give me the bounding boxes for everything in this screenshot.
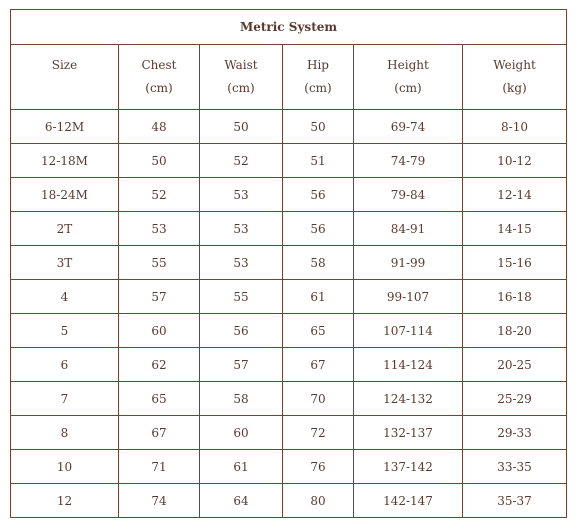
table-cell-weight: 25-29 (463, 382, 567, 416)
table-cell-hip: 50 (283, 110, 354, 144)
table-cell-weight: 8-10 (463, 110, 567, 144)
table-cell-height: 84-91 (354, 212, 463, 246)
table-cell-weight: 12-14 (463, 178, 567, 212)
column-header-label: Height (387, 58, 429, 72)
table-cell-chest: 48 (119, 110, 200, 144)
table-cell-chest: 65 (119, 382, 200, 416)
table-cell-waist: 53 (200, 212, 283, 246)
table-cell-height: 69-74 (354, 110, 463, 144)
table-cell-hip: 56 (283, 212, 354, 246)
table-body (11, 110, 567, 518)
table-cell-size: 4 (11, 280, 119, 314)
table-row (11, 450, 567, 484)
table-cell-hip: 80 (283, 484, 354, 518)
table-cell-height: 142-147 (354, 484, 463, 518)
table-row (11, 246, 567, 280)
table-cell-hip: 76 (283, 450, 354, 484)
column-header-label: Weight (493, 58, 536, 72)
table-cell-waist: 50 (200, 110, 283, 144)
table-row (11, 314, 567, 348)
column-header-hip (283, 45, 354, 110)
table-cell-weight: 10-12 (463, 144, 567, 178)
table-cell-chest: 53 (119, 212, 200, 246)
column-header-unit: (cm) (227, 81, 255, 95)
table-cell-chest: 55 (119, 246, 200, 280)
table-cell-waist: 53 (200, 246, 283, 280)
column-header-size (11, 45, 119, 110)
table-cell-weight: 35-37 (463, 484, 567, 518)
column-header-waist (200, 45, 283, 110)
table-cell-height: 124-132 (354, 382, 463, 416)
table-cell-height: 91-99 (354, 246, 463, 280)
table-row (11, 212, 567, 246)
table-cell-hip: 51 (283, 144, 354, 178)
table-title: Metric System (11, 10, 567, 45)
column-header-label: Chest (141, 58, 177, 72)
table-cell-waist: 55 (200, 280, 283, 314)
table-cell-chest: 74 (119, 484, 200, 518)
table-cell-height: 114-124 (354, 348, 463, 382)
column-header-chest (119, 45, 200, 110)
table-cell-height: 132-137 (354, 416, 463, 450)
size-chart-table (10, 9, 567, 518)
table-cell-size: 7 (11, 382, 119, 416)
table-cell-waist: 57 (200, 348, 283, 382)
table-row (11, 416, 567, 450)
column-header-height (354, 45, 463, 110)
table-cell-weight: 29-33 (463, 416, 567, 450)
table-cell-height: 79-84 (354, 178, 463, 212)
table-cell-chest: 57 (119, 280, 200, 314)
table-cell-hip: 56 (283, 178, 354, 212)
table-cell-size: 12-18M (11, 144, 119, 178)
column-header-unit: (cm) (145, 81, 173, 95)
table-cell-chest: 67 (119, 416, 200, 450)
table-cell-waist: 53 (200, 178, 283, 212)
table-cell-weight: 14-15 (463, 212, 567, 246)
table-cell-hip: 61 (283, 280, 354, 314)
table-cell-size: 8 (11, 416, 119, 450)
column-header-unit: (kg) (502, 81, 527, 95)
table-cell-height: 107-114 (354, 314, 463, 348)
table-cell-size: 10 (11, 450, 119, 484)
table-cell-waist: 64 (200, 484, 283, 518)
table-cell-hip: 72 (283, 416, 354, 450)
column-header-unit: (cm) (304, 81, 332, 95)
table-cell-size: 5 (11, 314, 119, 348)
table-row (11, 484, 567, 518)
table-cell-waist: 61 (200, 450, 283, 484)
header-row (11, 45, 567, 110)
table-cell-chest: 52 (119, 178, 200, 212)
column-header-unit: (cm) (394, 81, 422, 95)
table-cell-size: 3T (11, 246, 119, 280)
table-cell-waist: 52 (200, 144, 283, 178)
table-cell-height: 99-107 (354, 280, 463, 314)
column-header-label: Size (51, 58, 78, 72)
table-row (11, 144, 567, 178)
table-cell-chest: 50 (119, 144, 200, 178)
table-row (11, 178, 567, 212)
table-cell-weight: 33-35 (463, 450, 567, 484)
table-cell-weight: 18-20 (463, 314, 567, 348)
table-row (11, 348, 567, 382)
table-cell-hip: 70 (283, 382, 354, 416)
table-row (11, 382, 567, 416)
table-cell-weight: 15-16 (463, 246, 567, 280)
table-cell-chest: 62 (119, 348, 200, 382)
table-cell-chest: 71 (119, 450, 200, 484)
table-cell-size: 2T (11, 212, 119, 246)
table-cell-size: 12 (11, 484, 119, 518)
column-header-label: Hip (307, 58, 329, 72)
table-row (11, 110, 567, 144)
column-header-label: Waist (224, 58, 258, 72)
table-row (11, 280, 567, 314)
table-cell-hip: 58 (283, 246, 354, 280)
table-cell-height: 137-142 (354, 450, 463, 484)
table-cell-size: 18-24M (11, 178, 119, 212)
table-cell-waist: 56 (200, 314, 283, 348)
table-cell-waist: 60 (200, 416, 283, 450)
table-cell-height: 74-79 (354, 144, 463, 178)
table-cell-size: 6 (11, 348, 119, 382)
table-cell-size: 6-12M (11, 110, 119, 144)
table-cell-weight: 20-25 (463, 348, 567, 382)
table-cell-weight: 16-18 (463, 280, 567, 314)
table-cell-chest: 60 (119, 314, 200, 348)
table-cell-waist: 58 (200, 382, 283, 416)
table-cell-hip: 65 (283, 314, 354, 348)
column-header-weight (463, 45, 567, 110)
table-cell-hip: 67 (283, 348, 354, 382)
